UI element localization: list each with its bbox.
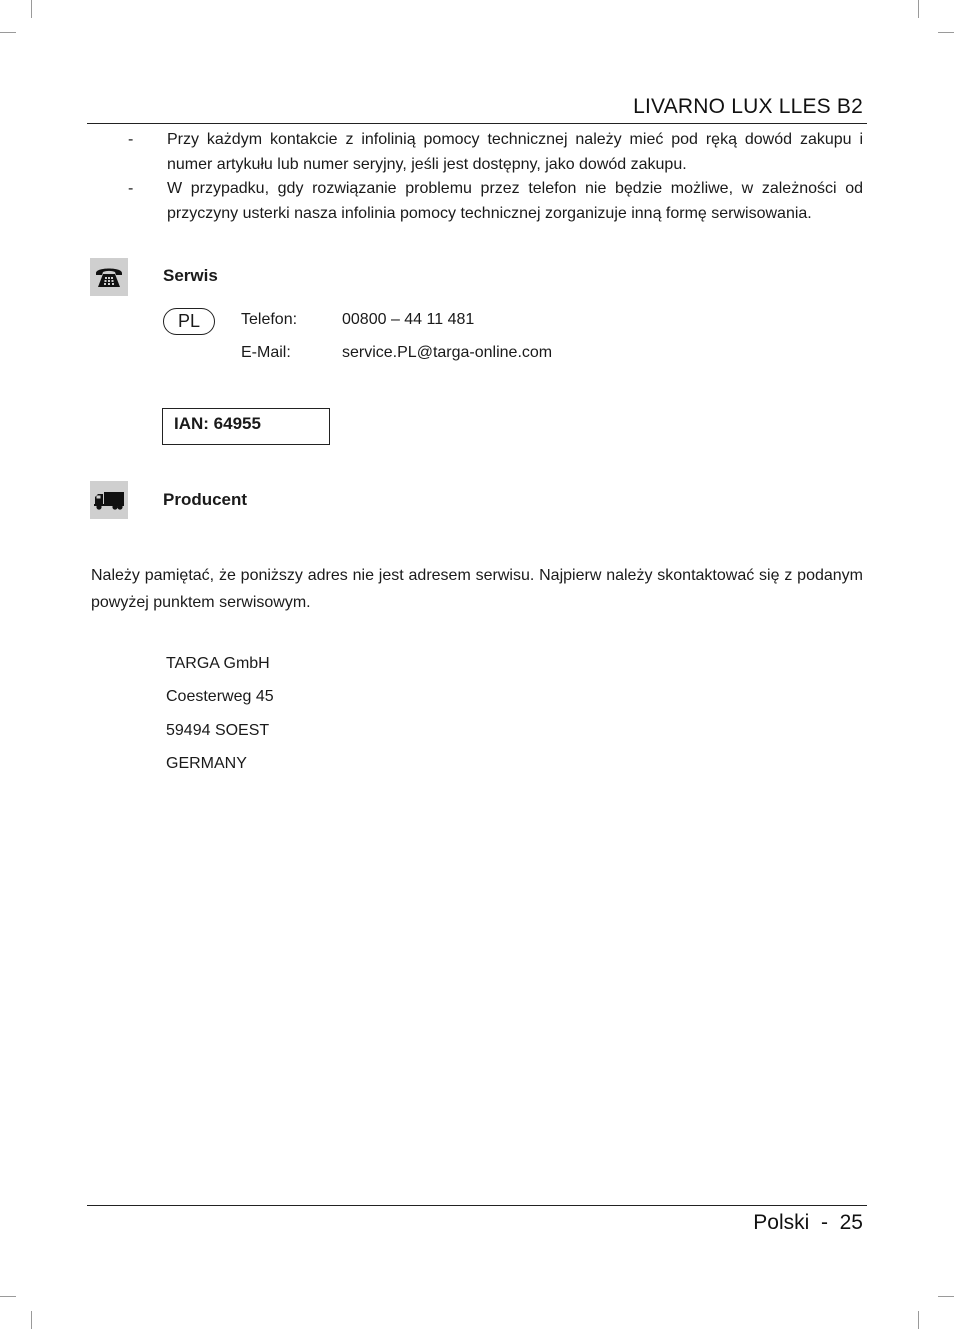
note-text: W przypadku, gdy rozwiązanie problemu przez telefon nie będzie możliwe, w zależności od przyczyny usterki nasza infolinia pomocy technicznej zorganizuje inną formę serwisowania.	[167, 180, 863, 222]
truck-icon	[90, 481, 128, 519]
phone-label: Telefon:	[241, 311, 298, 328]
ian-box	[162, 408, 330, 445]
note-marker: -	[128, 131, 134, 148]
country-badge: PL	[163, 308, 215, 335]
crop-mark	[918, 1311, 919, 1329]
crop-mark	[0, 1296, 16, 1297]
page-header-title: LIVARNO LUX LLES B2	[633, 95, 863, 118]
crop-mark	[0, 32, 16, 33]
email-address: service.PL@targa-online.com	[342, 344, 553, 361]
address-line: GERMANY	[166, 755, 247, 772]
header-rule	[87, 123, 867, 124]
address-line: TARGA GmbH	[166, 655, 270, 672]
telephone-icon	[90, 258, 128, 296]
email-label: E-Mail:	[241, 344, 291, 361]
address-line: Coesterweg 45	[166, 688, 274, 705]
crop-mark	[918, 0, 919, 18]
crop-mark	[31, 1311, 32, 1329]
footer-rule	[87, 1205, 867, 1206]
address-line: 59494 SOEST	[166, 722, 270, 739]
service-title: Serwis	[163, 266, 218, 285]
crop-mark	[938, 32, 954, 33]
producer-title: Producent	[163, 490, 248, 509]
page-number: Polski - 25	[753, 1211, 863, 1234]
crop-mark	[938, 1296, 954, 1297]
note-text: Przy każdym kontakcie z infolinią pomocy technicznej należy mieć pod ręką dowód zakupu i numer artykułu lub numer seryjny, jeśli jest dostępny, jako dowód zakupu.	[167, 131, 863, 173]
ian-label: IAN: 64955	[174, 414, 261, 433]
crop-mark	[31, 0, 32, 18]
phone-number: 00800 – 44 11 481	[342, 311, 475, 328]
note-marker: -	[128, 180, 134, 197]
producer-notice: Należy pamiętać, że poniższy adres nie jest adresem serwisu. Najpierw należy skontaktować się z podanym powyżej punktem serwisowym.	[91, 567, 863, 611]
